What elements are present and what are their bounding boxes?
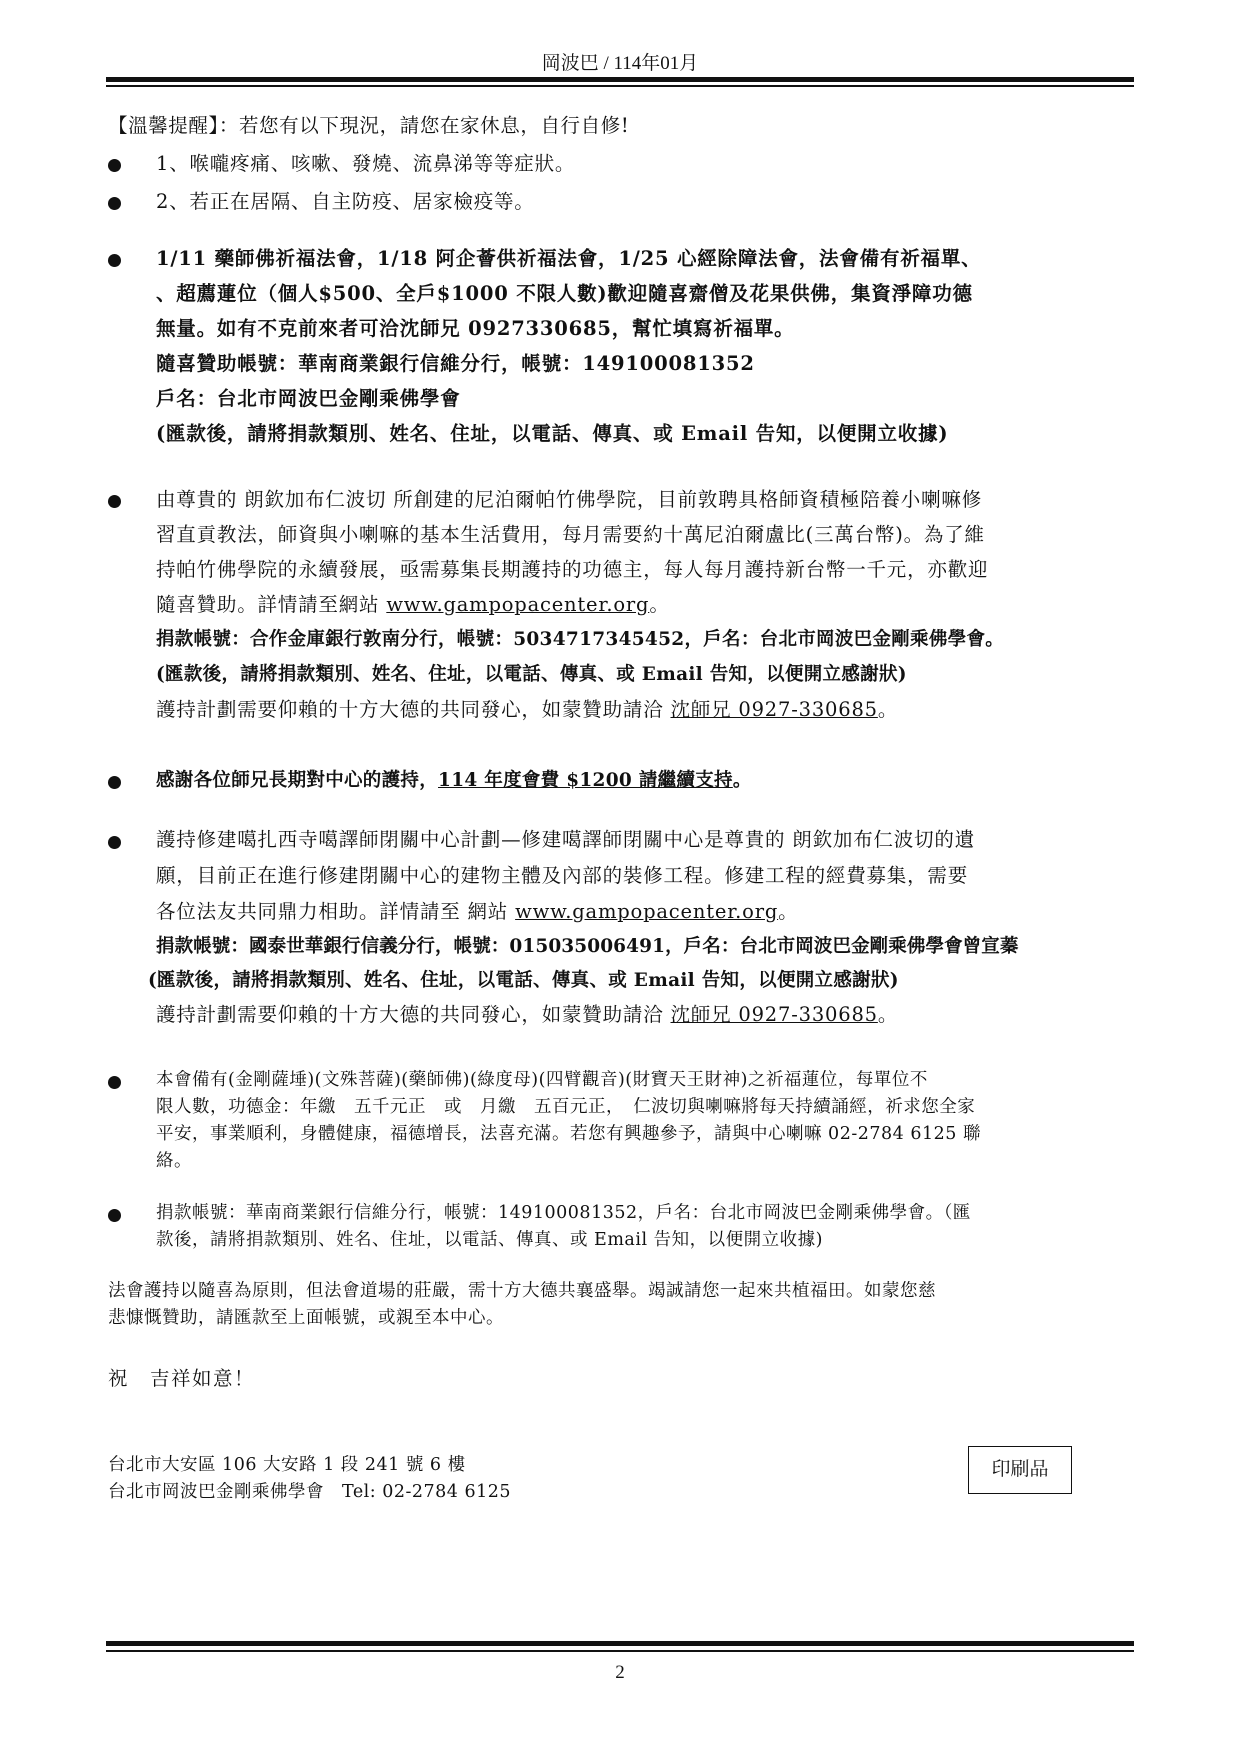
retreat-text <box>148 822 1156 1032</box>
institute-text <box>156 482 1156 727</box>
institute-line4-prefix: 隨喜贊助。詳情請至網站 <box>156 593 387 616</box>
institute-line4-suffix: 。 <box>649 593 670 616</box>
membership-text <box>156 764 1156 798</box>
bullet-icon <box>108 1076 121 1089</box>
contact-suffix: 。 <box>877 1003 899 1026</box>
footer-rule-thin <box>106 1650 1134 1652</box>
bullet-icon <box>108 197 121 210</box>
retreat-line3-prefix: 各位法友共同鼎力相助。詳情請至 網站 <box>156 900 516 923</box>
contact-link[interactable]: 沈師兄 0927-330685 <box>670 698 878 721</box>
donation-text <box>156 1200 1156 1254</box>
institute-contact <box>156 692 1156 727</box>
institute-line: 持帕竹佛學院的永續發展，亟需募集長期護持的功德主，每人每月護持新台幣一千元，亦歡迎 <box>156 558 989 581</box>
bullet-icon <box>108 1209 121 1222</box>
bullet-icon <box>108 254 121 267</box>
retreat-line <box>156 894 1156 930</box>
contact-link[interactable]: 沈師兄 0927-330685 <box>670 1003 878 1026</box>
retreat-account: 捐款帳號：國泰世華銀行信義分行，帳號：015035006491，戶名：台北市岡波巴金剛乘佛學會曾宣蓁 <box>156 936 1019 957</box>
bullet-icon <box>108 159 121 172</box>
donation-line: 捐款帳號：華南商業銀行信維分行，帳號：149100081352，戶名：台北市岡波巴金剛乘佛學會。（匯 <box>156 1203 971 1223</box>
bullet-icon <box>108 776 121 789</box>
ceremony-account: 隨喜贊助帳號：華南商業銀行信維分行，帳號：149100081352 <box>156 352 755 375</box>
institute-line: 由尊貴的 朗欽加布仁波切 所創建的尼泊爾帕竹佛學院，目前敦聘具格師資積極陪養小喇嘛修 <box>156 488 982 511</box>
retreat-line3-suffix: 。 <box>778 900 799 923</box>
contact-prefix: 護持計劃需要仰賴的十方大德的共同發心，如蒙贊助請洽 <box>156 1003 671 1026</box>
lotus-text <box>156 1067 1156 1175</box>
header-rule-thin <box>106 85 1134 87</box>
retreat-line: 願，目前正在進行修建閉關中心的建物主體及內部的裝修工程。修建工程的經費募集，需要 <box>156 864 969 887</box>
institute-line <box>156 587 1156 622</box>
lotus-line: 本會備有(金剛薩埵)(文殊菩薩)(藥師佛)(綠度母)(四臂觀音)(財寶天王財神)之祈福蓮位，每單位不 <box>156 1070 928 1090</box>
institute-line: 習直貢教法，師資與小喇嘛的基本生活費用，每月需要約十萬尼泊爾盧比(三萬台幣)。為了維 <box>156 523 985 546</box>
printed-matter-stamp: 印刷品 <box>968 1446 1072 1494</box>
lotus-line: 平安，事業順利，身體健康，福德增長，法喜充滿。若您有興趣參予，請與中心喇嘛 02-2784 6125 聯 <box>156 1124 981 1144</box>
lotus-line: 絡。 <box>156 1151 192 1171</box>
closing-line: 悲慷慨贊助，請匯款至上面帳號，或親至本中心。 <box>108 1308 504 1328</box>
page-header-title: 岡波巴 / 114年01月 <box>541 53 699 74</box>
contact-prefix: 護持計劃需要仰賴的十方大德的共同發心，如蒙贊助請洽 <box>156 698 671 721</box>
closing-blessing: 祝 吉祥如意！ <box>108 1367 256 1390</box>
bullet-icon <box>108 836 121 849</box>
address-block <box>108 1452 511 1506</box>
membership-fee-link[interactable]: 114 年度會費 $1200 請繼續支持 <box>438 770 733 791</box>
address-line: 台北市大安區 106 大安路 1 段 241 號 6 樓 <box>108 1455 466 1475</box>
ceremony-account-name: 戶名：台北市岡波巴金剛乘佛學會 <box>156 387 461 410</box>
contact-suffix: 。 <box>877 698 899 721</box>
membership-prefix: 感謝各位師兄長期對中心的護持， <box>156 770 439 791</box>
retreat-contact <box>156 998 1156 1032</box>
closing-line: 法會護持以隨喜為原則，但法會道場的莊嚴，需十方大德共襄盛舉。竭誠請您一起來共植福田。如蒙您慈 <box>108 1281 936 1301</box>
membership-suffix: 。 <box>732 770 752 791</box>
lotus-line: 限人數，功德金：年繳 五千元正 或 月繳 五百元正， 仁波切與喇嘛將每天持續誦經，祈求您全家 <box>156 1097 976 1117</box>
page-number: 2 <box>615 1662 625 1683</box>
ceremony-line: 無量。如有不克前來者可洽沈師兄 0927330685，幫忙填寫祈福單。 <box>156 317 795 340</box>
closing-paragraph <box>108 1278 1148 1332</box>
header-rule-thick <box>106 77 1134 82</box>
ceremony-text <box>156 241 1156 451</box>
retreat-line: 護持修建噶扎西寺噶譯師閉關中心計劃—修建噶譯師閉關中心是尊貴的 朗欽加布仁波切的遺 <box>156 828 975 851</box>
reminder-item-text: 2、若正在居隔、自主防疫、居家檢疫等。 <box>156 190 535 213</box>
ceremony-line: 、超薦蓮位（個人$500、全戶$1000 不限人數)歡迎隨喜齋僧及花果供佛，集資淨障功德 <box>156 282 973 305</box>
bullet-icon <box>108 495 121 508</box>
ceremony-note: (匯款後，請將捐款類別、姓名、住址，以電話、傳真、或 Email 告知，以便開立收據) <box>156 422 949 445</box>
website-link[interactable]: www.gampopacenter.org <box>515 900 779 923</box>
retreat-note: (匯款後，請將捐款類別、姓名、住址，以電話、傳真、或 Email 告知，以便開立感謝狀) <box>148 970 899 991</box>
donation-line: 款後，請將捐款類別、姓名、住址，以電話、傳真、或 Email 告知，以便開立收據) <box>156 1230 823 1250</box>
ceremony-line: 1/11 藥師佛祈福法會，1/18 阿企薈供祈福法會，1/25 心經除障法會，法會備有祈福單、 <box>156 247 982 270</box>
footer-rule-thick <box>106 1641 1134 1646</box>
institute-account: 捐款帳號：合作金庫銀行敦南分行，帳號：5034717345452，戶名：台北市岡波巴金剛乘佛學會。 <box>156 629 1005 650</box>
reminder-item-text: 1、喉嚨疼痛、咳嗽、發燒、流鼻涕等等症狀。 <box>156 152 576 175</box>
address-contact: 台北市岡波巴金剛乘佛學會 Tel: 02-2784 6125 <box>108 1482 512 1502</box>
institute-note: (匯款後，請將捐款類別、姓名、住址，以電話、傳真、或 Email 告知，以便開立感謝狀) <box>156 664 907 685</box>
reminder-title: 【溫馨提醒】：若您有以下現況，請您在家休息，自行自修! <box>108 114 630 137</box>
website-link[interactable]: www.gampopacenter.org <box>386 593 650 616</box>
